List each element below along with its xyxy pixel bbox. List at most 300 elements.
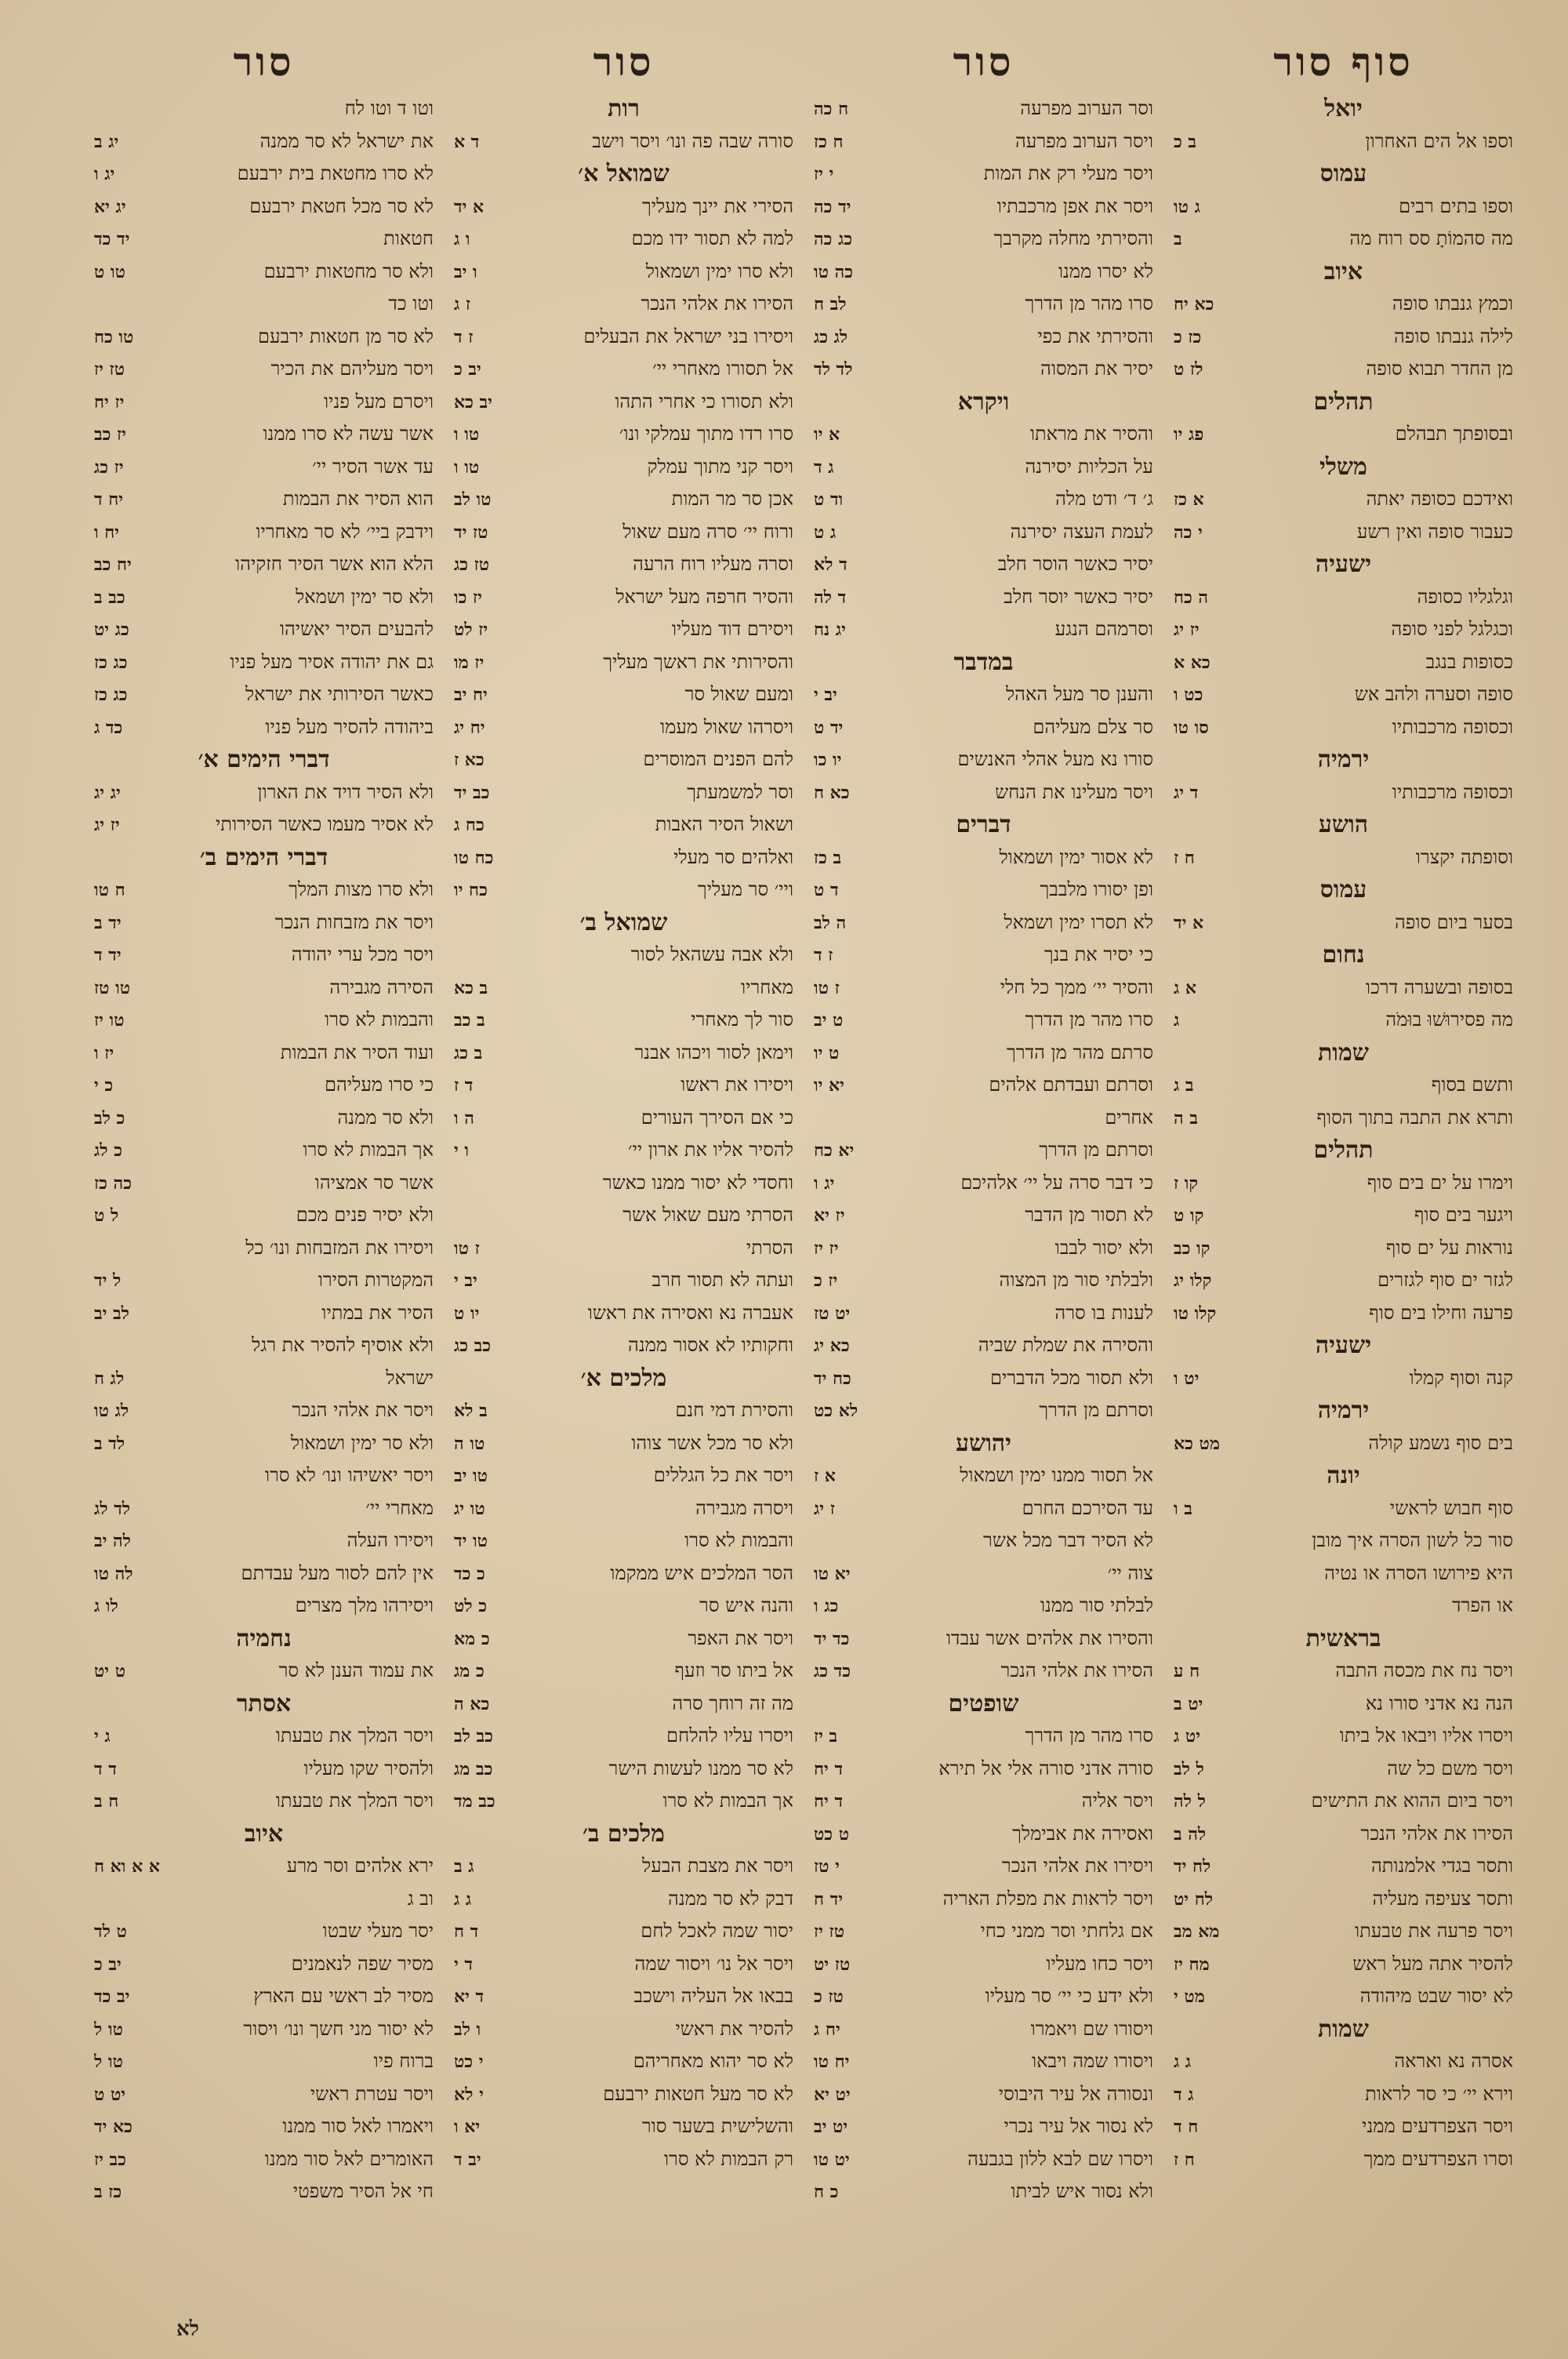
entry-ref: א יד <box>1174 912 1204 933</box>
entry-row <box>1174 1199 1513 1232</box>
entry-text: ויסר המלך את טבעתו <box>275 1725 434 1747</box>
entry-ref: כ לט <box>454 1596 487 1616</box>
entry-ref: ג <box>1174 1010 1180 1030</box>
entry-row <box>94 1459 434 1492</box>
entry-text: ותרא את התבה בתוך הסוף <box>1316 1106 1513 1129</box>
entry-ref: י יז <box>814 164 834 184</box>
book-name: שמות <box>1318 2015 1369 2043</box>
entry-ref: קלו טו <box>1174 1303 1217 1324</box>
entry-ref: א א וא ח <box>94 1856 161 1877</box>
entry-ref: ב ג <box>1174 1075 1194 1096</box>
entry-ref: ד לה <box>814 587 847 608</box>
book-heading <box>1174 1329 1513 1362</box>
entry-row <box>454 1459 793 1492</box>
entry-row <box>454 353 793 386</box>
entry-row <box>454 1915 793 1948</box>
entry-ref: ח כה <box>814 99 849 119</box>
entry-text: לא תסרו ימין ושמאל <box>1004 911 1153 933</box>
book-name: עמוס <box>1319 876 1367 903</box>
entry-text: בסער ביום סופה <box>1395 911 1513 933</box>
entry-ref: כה טו <box>814 261 853 282</box>
entry-row <box>94 907 434 940</box>
entry-text: ויסרו אליו ויבאו אל ביתו <box>1339 1725 1513 1747</box>
entry-row <box>814 1818 1153 1851</box>
entry-row <box>94 1329 434 1362</box>
book-heading <box>814 1688 1153 1721</box>
entry-text: מה פסירוּשׁוּ בוּמֹה <box>1385 1009 1513 1030</box>
entry-row <box>814 1850 1153 1883</box>
book-heading <box>1174 939 1513 972</box>
book-name: שופטים <box>948 1689 1019 1717</box>
entry-text: לא סר מן חטאות ירבעם <box>257 325 434 347</box>
entry-row <box>814 1785 1153 1818</box>
entry-text: ויסר הצפרדעים ממני <box>1362 2115 1513 2137</box>
entry-text: ושאול הסיר האבות <box>655 813 793 835</box>
entry-ref: יא ו <box>454 2117 481 2137</box>
entry-row <box>94 223 434 256</box>
entry-text: והסירתי מחלה מקרבך <box>993 227 1153 249</box>
entry-ref: ט כט <box>814 1823 849 1845</box>
entry-text: ויסר קני מתוך עמלק <box>647 455 793 478</box>
entry-text: מסיר לב ראשי עם הארץ <box>253 1985 434 2007</box>
entry-ref: יב י <box>814 685 837 705</box>
entry-row <box>814 1883 1153 1916</box>
entry-text: ולא יסור לבבו <box>1054 1236 1153 1259</box>
entry-row <box>94 125 434 158</box>
entry-row <box>814 1102 1153 1135</box>
column-header: סור <box>953 38 1014 85</box>
entry-row <box>814 1655 1153 1688</box>
entry-row <box>1174 288 1513 321</box>
entry-text: מן החדר תבוא סופה <box>1366 358 1513 380</box>
entry-row <box>814 1525 1153 1558</box>
book-heading <box>1174 548 1513 581</box>
entry-row <box>454 1492 793 1525</box>
entry-row <box>94 613 434 646</box>
entry-row <box>814 2110 1153 2143</box>
entry-ref: יב כ <box>94 1954 122 1975</box>
entry-row <box>454 451 793 484</box>
entry-row <box>1174 1427 1513 1460</box>
entry-ref: ח ע <box>1174 1661 1200 1681</box>
book-heading <box>94 1623 434 1656</box>
book-name: דברי הימים א׳ <box>198 746 330 773</box>
entry-ref: מט כא <box>1174 1433 1220 1454</box>
entry-row <box>94 288 434 321</box>
entry-text: יסיר כאשר הוסר חלב <box>997 553 1153 575</box>
entry-ref: ל לב <box>1174 1758 1204 1779</box>
entry-ref: יז יז <box>814 1238 839 1259</box>
entry-text: מאחרי יי׳ <box>365 1496 434 1519</box>
entry-row <box>454 2078 793 2111</box>
entry-row <box>814 451 1153 484</box>
entry-ref: טו ה <box>454 1433 485 1454</box>
entry-row <box>1174 353 1513 386</box>
entry-row <box>1174 776 1513 809</box>
entry-text: מה סהמוֹתָ סס רוח מה <box>1349 227 1513 249</box>
entry-row <box>814 1558 1153 1590</box>
entry-row <box>1174 646 1513 679</box>
entry-text: רק הבמות לא סרו <box>663 2147 793 2170</box>
entry-row <box>1174 2078 1513 2111</box>
entry-text: ותסר בגדי אלמנותה <box>1370 1855 1513 1877</box>
entry-ref: ו יב <box>454 261 477 282</box>
entry-text: ויסר מעלי רק את המות <box>983 162 1153 184</box>
book-name: הושע <box>1318 811 1369 838</box>
entry-row <box>94 2078 434 2111</box>
entry-row <box>454 939 793 972</box>
entry-ref: ד ד <box>94 1758 117 1779</box>
entry-ref: י טז <box>814 1856 840 1877</box>
entry-text: סוף חבוש לראשי <box>1389 1496 1513 1519</box>
entry-ref: יג ב <box>94 131 119 152</box>
entry-row <box>94 321 434 354</box>
entry-row <box>814 711 1153 744</box>
entry-row <box>94 809 434 841</box>
book-name: בראשית <box>1305 1624 1381 1652</box>
entry-row <box>814 1394 1153 1427</box>
entry-row <box>814 223 1153 256</box>
entry-row <box>814 1264 1153 1297</box>
entry-text: אסרה נא ואראה <box>1394 2050 1513 2072</box>
book-heading <box>1174 451 1513 484</box>
entry-text: ויסרו שם לבא ללון בגבעה <box>967 2147 1153 2170</box>
entry-text: אשר עשה לא סרו ממנו <box>263 423 434 445</box>
entry-row <box>94 2175 434 2208</box>
entry-row <box>94 874 434 907</box>
entry-row <box>1174 1362 1513 1395</box>
entry-row <box>1174 678 1513 711</box>
entry-row <box>1174 125 1513 158</box>
entry-row <box>454 321 793 354</box>
entry-ref: יט טו <box>814 2149 850 2170</box>
entry-row <box>454 2013 793 2046</box>
entry-text: או הפרד <box>1452 1594 1513 1616</box>
entry-ref: ג ד <box>1174 2084 1194 2105</box>
entry-text: להסיר אליו את ארון יי׳ <box>628 1139 793 1161</box>
entry-ref: וד ט <box>814 489 844 510</box>
entry-row <box>94 1394 434 1427</box>
entry-ref: יג יא <box>94 196 126 217</box>
entry-text: בים סוף נשמע קולה <box>1368 1431 1513 1454</box>
entry-text: ויסר אל נו׳ ויסור שמה <box>634 1952 793 1975</box>
entry-text: ולבלתי סור מן המצוה <box>999 1269 1153 1291</box>
entry-ref: לד לג <box>94 1498 131 1519</box>
entry-text: וימאן לסור ויכהו אבנר <box>634 1041 793 1063</box>
entry-text: הסירו את אלהי הנכר <box>641 293 793 314</box>
entry-ref: ג ט <box>814 522 837 543</box>
entry-row <box>94 483 434 516</box>
entry-row <box>94 1525 434 1558</box>
entry-text: לא יסור מני חשך ונו׳ ויסור <box>243 2017 434 2040</box>
column-header: סוף סור <box>1273 38 1414 85</box>
book-heading <box>454 1818 793 1851</box>
entry-row <box>94 1004 434 1037</box>
entry-text: ואלהים סר מעלי <box>673 845 793 868</box>
entry-row <box>1174 972 1513 1005</box>
book-heading <box>814 386 1153 419</box>
entry-ref: יח ד <box>94 489 124 510</box>
entry-ref: כב לב <box>454 1726 493 1747</box>
entry-row <box>814 743 1153 776</box>
entry-ref: ב כ <box>1174 131 1197 152</box>
entry-text: וסר הערוב מפרעה <box>1020 97 1153 119</box>
entry-text: ויסר אליה <box>1081 1790 1153 1812</box>
entry-ref: ח כז <box>814 131 844 152</box>
entry-text: כאשר הסירותי את ישראל <box>245 683 434 705</box>
entry-row <box>814 256 1153 289</box>
entry-row <box>814 1753 1153 1786</box>
entry-ref: ה כח <box>1174 587 1209 608</box>
entry-text: וסופתה יקצרו <box>1415 845 1513 868</box>
entry-row <box>814 516 1153 549</box>
entry-ref: לח יד <box>1174 1856 1211 1877</box>
entry-row <box>1174 1004 1513 1037</box>
entry-text: סרו מהר מן הדרך <box>1025 1725 1153 1747</box>
entry-text: אעברה נא ואסירה את ראשו <box>587 1301 793 1324</box>
entry-ref: כג כז <box>94 685 128 705</box>
entry-text: סרו מהר מן הדרך <box>1025 1009 1153 1030</box>
entry-row <box>454 1883 793 1916</box>
entry-row <box>454 581 793 614</box>
entry-text: ולא סר ממנה <box>337 1106 434 1129</box>
entry-ref: יג נח <box>814 620 846 640</box>
entry-ref: יט ג <box>1174 1726 1200 1747</box>
entry-row <box>94 1134 434 1167</box>
entry-ref: כג יט <box>94 620 129 640</box>
entry-text: הסירה מגבירה <box>329 976 434 998</box>
entry-ref: טז יז <box>94 359 125 380</box>
entry-text: ג׳ ד׳ ודט מלה <box>1055 488 1153 510</box>
book-name: מלכים א׳ <box>580 1364 667 1392</box>
entry-text: הסר המלכים איש ממקמו <box>610 1561 793 1584</box>
entry-ref: יו כו <box>814 750 842 770</box>
entry-text: ויסרם מעל פניו <box>324 390 434 413</box>
entry-row <box>814 1037 1153 1070</box>
entry-ref: כח ג <box>454 815 485 835</box>
entry-ref: ד לא <box>814 554 848 575</box>
entry-ref: מט י <box>1174 1986 1205 2007</box>
entry-list <box>1174 93 1513 2328</box>
entry-text: וסר למשמעתך <box>687 780 793 803</box>
entry-ref: א יו <box>814 424 840 445</box>
entry-text: והסיר חרפה מעל ישראל <box>615 585 793 608</box>
entry-ref: ב לא <box>454 1401 488 1421</box>
entry-row <box>94 516 434 549</box>
entry-row <box>454 1623 793 1656</box>
entry-text: דבק לא סר ממנה <box>668 1887 793 1910</box>
entry-ref: קו כב <box>1174 1238 1210 1259</box>
entry-text: לא יסור שבט מיהודה <box>1359 1985 1513 2007</box>
entry-text: וכסופה מרכבותיו <box>1392 715 1513 738</box>
entry-ref: כט ו <box>1174 685 1203 705</box>
book-heading <box>1174 1459 1513 1492</box>
entry-row <box>1174 1297 1513 1330</box>
book-name: במדבר <box>953 648 1014 676</box>
entry-ref: טו ו <box>454 456 480 478</box>
entry-ref: כא ח <box>814 782 850 803</box>
entry-ref: ד יח <box>814 1758 844 1779</box>
entry-ref: כב כג <box>454 1336 492 1356</box>
entry-ref: יו ט <box>454 1303 480 1324</box>
entry-row <box>94 1232 434 1265</box>
book-heading <box>94 1818 434 1851</box>
entry-row <box>454 1948 793 1981</box>
entry-text: ורוח יי׳ סרה מעם שאול <box>622 520 793 543</box>
entry-text: גם את יהודה אסיר מעל פניו <box>230 650 434 673</box>
entry-text: הלא הוא אשר הסיר חזקיהו <box>235 553 434 575</box>
entry-text: הסירי את יינך מעליך <box>641 194 793 217</box>
entry-row <box>94 1785 434 1818</box>
entry-text: ירא אלהים וסר מרע <box>286 1855 434 1877</box>
entry-text: לא אסיר מעמו כאשר הסירותי <box>216 813 434 835</box>
entry-row <box>94 1720 434 1753</box>
entry-row <box>814 1720 1153 1753</box>
entry-ref: יב י <box>454 1270 477 1291</box>
entry-row <box>1174 321 1513 354</box>
entry-ref: יד כה <box>814 196 851 217</box>
entry-row <box>814 418 1153 451</box>
entry-ref: ב כג <box>454 1042 483 1063</box>
entry-ref: כד ג <box>94 717 123 738</box>
entry-text: ויסירו בני ישראל את הבעלים <box>583 325 793 347</box>
entry-text: ויסירם דוד מעליו <box>671 618 793 640</box>
entry-text: הסירו את אלהי הנכר <box>1000 1659 1153 1681</box>
entry-ref: כא יד <box>94 2117 132 2137</box>
entry-ref: לה טו <box>94 1563 133 1584</box>
entry-row <box>454 483 793 516</box>
entry-row <box>454 646 793 679</box>
entry-list <box>454 93 793 2328</box>
entry-text: וסרו הצפרדעים ממך <box>1363 2147 1513 2170</box>
entry-text: והבמות לא סרו <box>325 1009 434 1030</box>
entry-text: וירא יי׳ כי סר לראות <box>1365 2082 1513 2105</box>
entry-text: וסרתם מן הדרך <box>1039 1139 1153 1161</box>
entry-row <box>814 1623 1153 1656</box>
entry-ref: כב מד <box>454 1791 495 1812</box>
book-name: אסתר <box>236 1689 292 1717</box>
entry-row <box>814 1492 1153 1525</box>
entry-text: ויסר מעלינו את הנחש <box>995 780 1153 803</box>
entry-row <box>94 1558 434 1590</box>
entry-ref: קלו יג <box>1174 1270 1212 1291</box>
entry-text: ויסורו שם ויאמרו <box>1030 2017 1153 2040</box>
entry-row <box>814 1980 1153 2013</box>
entry-text: האומרים לאל סור ממנו <box>264 2147 434 2170</box>
entry-text: ויסירהו מלך מצרים <box>295 1594 434 1616</box>
entry-row <box>1174 1785 1513 1818</box>
book-name: ויקרא <box>957 387 1010 416</box>
entry-text: ויסירו העלה <box>347 1529 434 1551</box>
entry-text: להסיר את ראשי <box>675 2017 793 2040</box>
entry-text: ויסרהו שאול מעמו <box>659 715 793 738</box>
entry-ref: ב יז <box>814 1726 838 1747</box>
entry-text: ויסר את אפן מרכבתיו <box>996 194 1153 217</box>
entry-ref: לה יב <box>94 1531 131 1551</box>
entry-text: וסרתם מן הדרך <box>1039 1399 1153 1421</box>
entry-row <box>454 1590 793 1623</box>
entry-row <box>454 1004 793 1037</box>
entry-row <box>454 1850 793 1883</box>
entry-text: ויסר מעליהם את הכיר <box>270 358 434 380</box>
entry-text: והנה איש סר <box>699 1594 793 1616</box>
entry-row <box>94 776 434 809</box>
entry-ref: ז ג <box>454 294 471 314</box>
book-name: שמות <box>1318 1038 1369 1067</box>
entry-ref: ח ז <box>1174 847 1195 868</box>
entry-row <box>454 613 793 646</box>
entry-text: הסרתי <box>746 1236 793 1259</box>
entry-ref: כג כז <box>94 652 128 673</box>
entry-ref: א כז <box>1174 489 1204 510</box>
book-heading <box>1174 1037 1513 1070</box>
entry-text: להסיר אתה מעל ראש <box>1352 1952 1513 1975</box>
entry-ref: יז כב <box>94 424 126 445</box>
entry-ref: יט יא <box>814 2084 851 2105</box>
entry-ref: יט ב <box>1174 1693 1203 1714</box>
entry-ref: ט לד <box>94 1921 127 1942</box>
entry-text: אל תסור ממנו ימין ושמאול <box>960 1464 1153 1486</box>
entry-ref: סו טו <box>1174 717 1209 738</box>
entry-text: ויאמרו לאל סור ממנו <box>282 2115 434 2137</box>
entry-row <box>454 776 793 809</box>
entry-text: לא הסיר דבר מכל אשר <box>983 1529 1153 1551</box>
entry-text: ולא סר מחטאות ירבעם <box>263 260 434 282</box>
book-name: נחום <box>1322 941 1365 969</box>
entry-row <box>814 548 1153 581</box>
entry-text: לעמת העצה יסירנה <box>1010 520 1153 543</box>
entry-text: ויסר המלך את טבעתו <box>275 1790 434 1812</box>
book-name: יואל <box>1324 95 1363 122</box>
entry-ref: יב כד <box>94 1986 130 2007</box>
entry-ref: טז כג <box>454 554 490 575</box>
entry-ref: א ז <box>814 1466 836 1486</box>
entry-text: כעבור סופה ואין רשע <box>1356 520 1513 543</box>
entry-text: היא פירושו הסרה או נטיה <box>1324 1561 1513 1584</box>
book-name: ישעיה <box>1315 551 1372 578</box>
columns <box>94 31 1513 2328</box>
entry-text: המקטרות הסירו <box>318 1269 434 1291</box>
entry-text: אך הבמות לא סרו <box>662 1790 793 1812</box>
book-name: שמואל ב׳ <box>579 908 668 936</box>
entry-ref: כא ה <box>454 1693 490 1714</box>
entry-ref: כה כז <box>94 1172 132 1194</box>
book-name: משלי <box>1319 453 1367 481</box>
entry-ref: יח יג <box>454 717 485 738</box>
entry-text: לגזר ים סוף לגזרים <box>1377 1269 1513 1291</box>
book-name: שמואל א׳ <box>578 160 670 187</box>
entry-row <box>454 1069 793 1102</box>
entry-ref: כב ב <box>94 587 125 608</box>
entry-text: ולא ידע כי יי׳ סר מעליו <box>985 1985 1153 2007</box>
entry-ref: ט יב <box>814 1010 844 1030</box>
entry-ref: כא יג <box>814 1336 850 1356</box>
entry-row <box>454 1134 793 1167</box>
entry-row <box>454 386 793 419</box>
entry-text: ויסר את מצבת הבעל <box>642 1855 793 1877</box>
entry-row <box>454 1655 793 1688</box>
entry-text: למה לא תסור ידו מכם <box>631 227 793 249</box>
entry-row <box>814 776 1153 809</box>
book-heading <box>814 809 1153 841</box>
entry-ref: טו ל <box>94 2052 123 2072</box>
entry-text: פרעה וחילו בים סוף <box>1369 1301 1513 1324</box>
entry-text: וידבק ביי׳ לא סר מאחריו <box>256 520 434 543</box>
entry-text: ויי׳ סר מעליך <box>697 878 793 900</box>
entry-ref: טז יט <box>814 1954 851 1975</box>
entry-ref: יט ט <box>94 2084 126 2105</box>
entry-text: וספו בתים רבים <box>1399 194 1513 217</box>
